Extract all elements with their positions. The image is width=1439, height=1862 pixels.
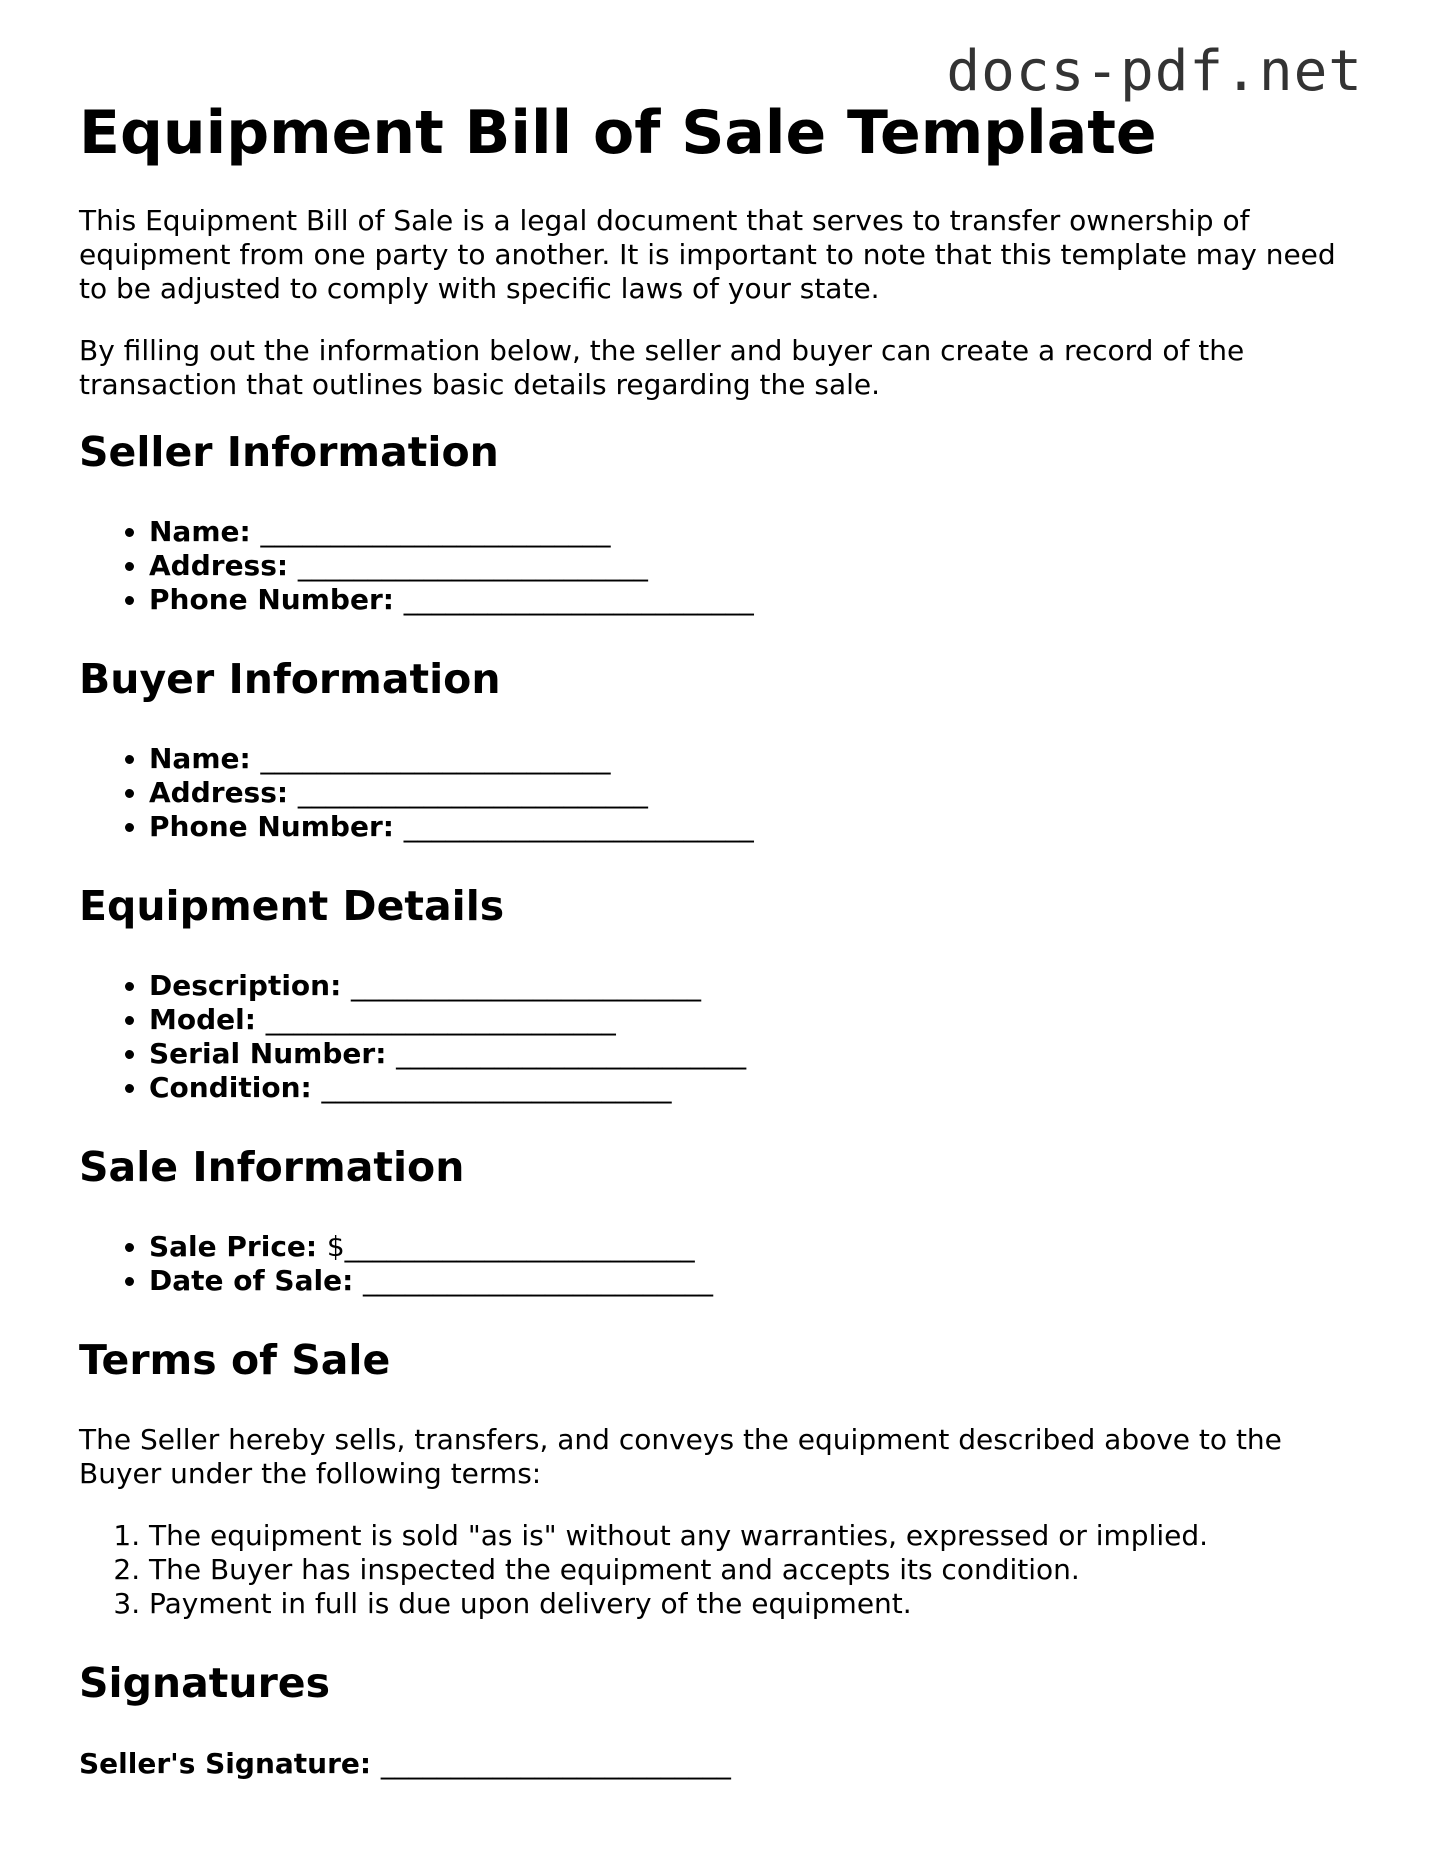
field-label: Date of Sale: [149, 1264, 354, 1298]
intro-paragraph-2: By filling out the information below, the seller and buyer can create a record of the transaction that outlines basic details regarding the sale. [79, 334, 1245, 401]
sale-date-blank[interactable]: _________________________ [363, 1264, 714, 1298]
equipment-condition-field [149, 1071, 1369, 1105]
buyer-address-blank[interactable]: _________________________ [297, 776, 648, 810]
field-label: Condition: [149, 1071, 312, 1105]
seller-field-list [79, 515, 1369, 617]
equipment-description-field [149, 969, 1369, 1003]
buyer-heading: Buyer Information [79, 655, 501, 704]
sale-date-field [149, 1264, 1369, 1298]
seller-signature-line [79, 1747, 1369, 1781]
page-title: Equipment Bill of Sale Template [79, 98, 1157, 168]
buyer-section [79, 657, 1369, 844]
seller-phone-blank[interactable]: _________________________ [403, 583, 754, 617]
equipment-model-field [149, 1003, 1369, 1037]
seller-section [79, 430, 1369, 617]
seller-name-blank[interactable]: _________________________ [260, 515, 611, 549]
field-label: Phone Number: [149, 583, 394, 617]
equipment-description-blank[interactable]: _________________________ [351, 969, 702, 1003]
buyer-phone-blank[interactable]: _________________________ [403, 810, 754, 844]
buyer-name-field [149, 742, 1369, 776]
terms-section [79, 1338, 1369, 1621]
seller-address-field [149, 549, 1369, 583]
sale-heading: Sale Information [79, 1143, 465, 1192]
field-label: Sale Price: [149, 1230, 318, 1264]
field-label: Description: [149, 969, 342, 1003]
terms-item: 3. Payment in full is due upon delivery of the equipment. [149, 1587, 1369, 1621]
equipment-section [79, 884, 1369, 1105]
signatures-heading: Signatures [79, 1659, 331, 1708]
seller-signature-label: Seller's Signature: [79, 1746, 372, 1780]
equipment-field-list [79, 969, 1369, 1105]
equipment-serial-field [149, 1037, 1369, 1071]
field-label: Address: [149, 776, 289, 810]
field-label: Address: [149, 549, 289, 583]
terms-list [79, 1519, 1369, 1621]
terms-item: 1. The equipment is sold "as is" without any warranties, expressed or implied. [149, 1519, 1369, 1553]
equipment-serial-blank[interactable]: _________________________ [396, 1037, 747, 1071]
sale-price-field [149, 1230, 1369, 1264]
equipment-model-blank[interactable]: _________________________ [265, 1003, 616, 1037]
buyer-field-list [79, 742, 1369, 844]
seller-phone-field [149, 583, 1369, 617]
terms-item: 2. The Buyer has inspected the equipment and accepts its condition. [149, 1553, 1369, 1587]
seller-signature-blank[interactable]: _________________________ [380, 1746, 731, 1780]
sale-field-list [79, 1230, 1369, 1298]
field-label: Model: [149, 1003, 256, 1037]
field-label: Serial Number: [149, 1037, 387, 1071]
equipment-heading: Equipment Details [79, 882, 505, 931]
sale-section [79, 1145, 1369, 1298]
field-label: Name: [149, 742, 251, 776]
intro-paragraph-1: This Equipment Bill of Sale is a legal document that serves to transfer ownership of equipment from one party to another. It is important to note that this template may need to be adjusted to comply with specific laws of your state. [79, 204, 1336, 305]
sale-price-blank[interactable]: $_________________________ [326, 1230, 695, 1264]
equipment-condition-blank[interactable]: _________________________ [321, 1071, 672, 1105]
document-content [79, 100, 1369, 1781]
terms-intro: The Seller hereby sells, transfers, and conveys the equipment described above to the Buyer under the following terms: [79, 1423, 1282, 1491]
seller-heading: Seller Information [79, 428, 499, 476]
seller-address-blank[interactable]: _________________________ [297, 549, 648, 583]
buyer-address-field [149, 776, 1369, 810]
watermark: docs-pdf.net [946, 39, 1363, 104]
signatures-section [79, 1661, 1369, 1780]
terms-heading: Terms of Sale [79, 1336, 391, 1385]
field-label: Name: [149, 515, 251, 549]
buyer-name-blank[interactable]: _________________________ [260, 742, 611, 776]
seller-name-field [149, 515, 1369, 549]
buyer-phone-field [149, 810, 1369, 844]
field-label: Phone Number: [149, 810, 394, 844]
